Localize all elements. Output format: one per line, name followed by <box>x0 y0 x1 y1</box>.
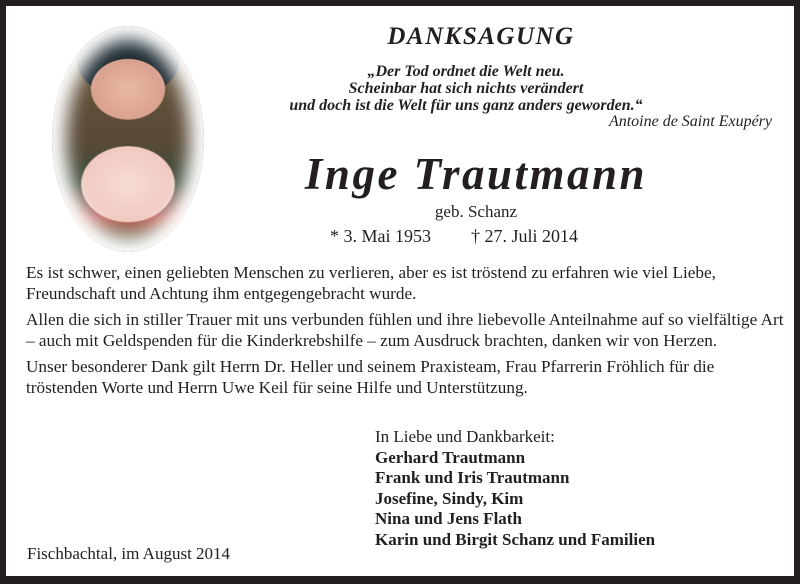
signatory: Gerhard Trautmann <box>375 447 526 467</box>
portrait-photo <box>52 26 204 252</box>
paragraph: Unser besonderer Dank gilt Herrn Dr. Heller und seinem Praxisteam, Frau Pfarrerin Fröhlich für die tröstenden Worte und Herrn Uwe Keil für seine Hilfe und Unterstützung. <box>26 357 715 397</box>
deceased-name: Inge Trautmann <box>304 149 648 199</box>
thanks-text <box>26 262 786 403</box>
place-and-date: Fischbachtal, im August 2014 <box>27 544 231 563</box>
signatory: Nina und Jens Flath <box>375 509 522 528</box>
signatory: Karin und Birgit Schanz und Familien <box>375 529 656 549</box>
signatory: Frank und Iris Trautmann <box>375 468 570 487</box>
paragraph: Allen die sich in stiller Trauer mit uns verbunden fühlen und ihre liebevolle Anteilnahme auf so vielfältige Art – auch mit Geldspenden für die Kinderkrebshilfe – zum Ausdruck brachten, danken wir von Herzen. <box>26 310 784 350</box>
signoff-intro: In Liebe und Dankbarkeit: <box>375 427 555 446</box>
life-dates <box>330 226 578 247</box>
heading: DANKSAGUNG <box>387 23 575 50</box>
paragraph: Es ist schwer, einen geliebten Menschen zu verlieren, aber es ist tröstend zu erfahren wie viel Liebe, Freundschaft und Achtung ihm entgegengebracht wurde. <box>26 263 716 303</box>
maiden-name: geb. Schanz <box>434 202 518 221</box>
quote-line: Scheinbar hat sich nichts verändert <box>348 80 584 97</box>
quote-line: und doch ist die Welt für uns ganz anders geworden.“ <box>289 97 643 114</box>
birth-date: * 3. Mai 1953 <box>330 226 431 246</box>
quote-author: Antoine de Saint Exupéry <box>608 113 772 130</box>
signoff <box>375 427 655 550</box>
signatory: Josefine, Sindy, Kim <box>375 488 524 508</box>
quote <box>236 63 696 114</box>
quote-line: „Der Tod ordnet die Welt neu. <box>367 63 565 80</box>
death-date: † 27. Juli 2014 <box>471 226 579 246</box>
obituary-notice <box>6 6 794 576</box>
